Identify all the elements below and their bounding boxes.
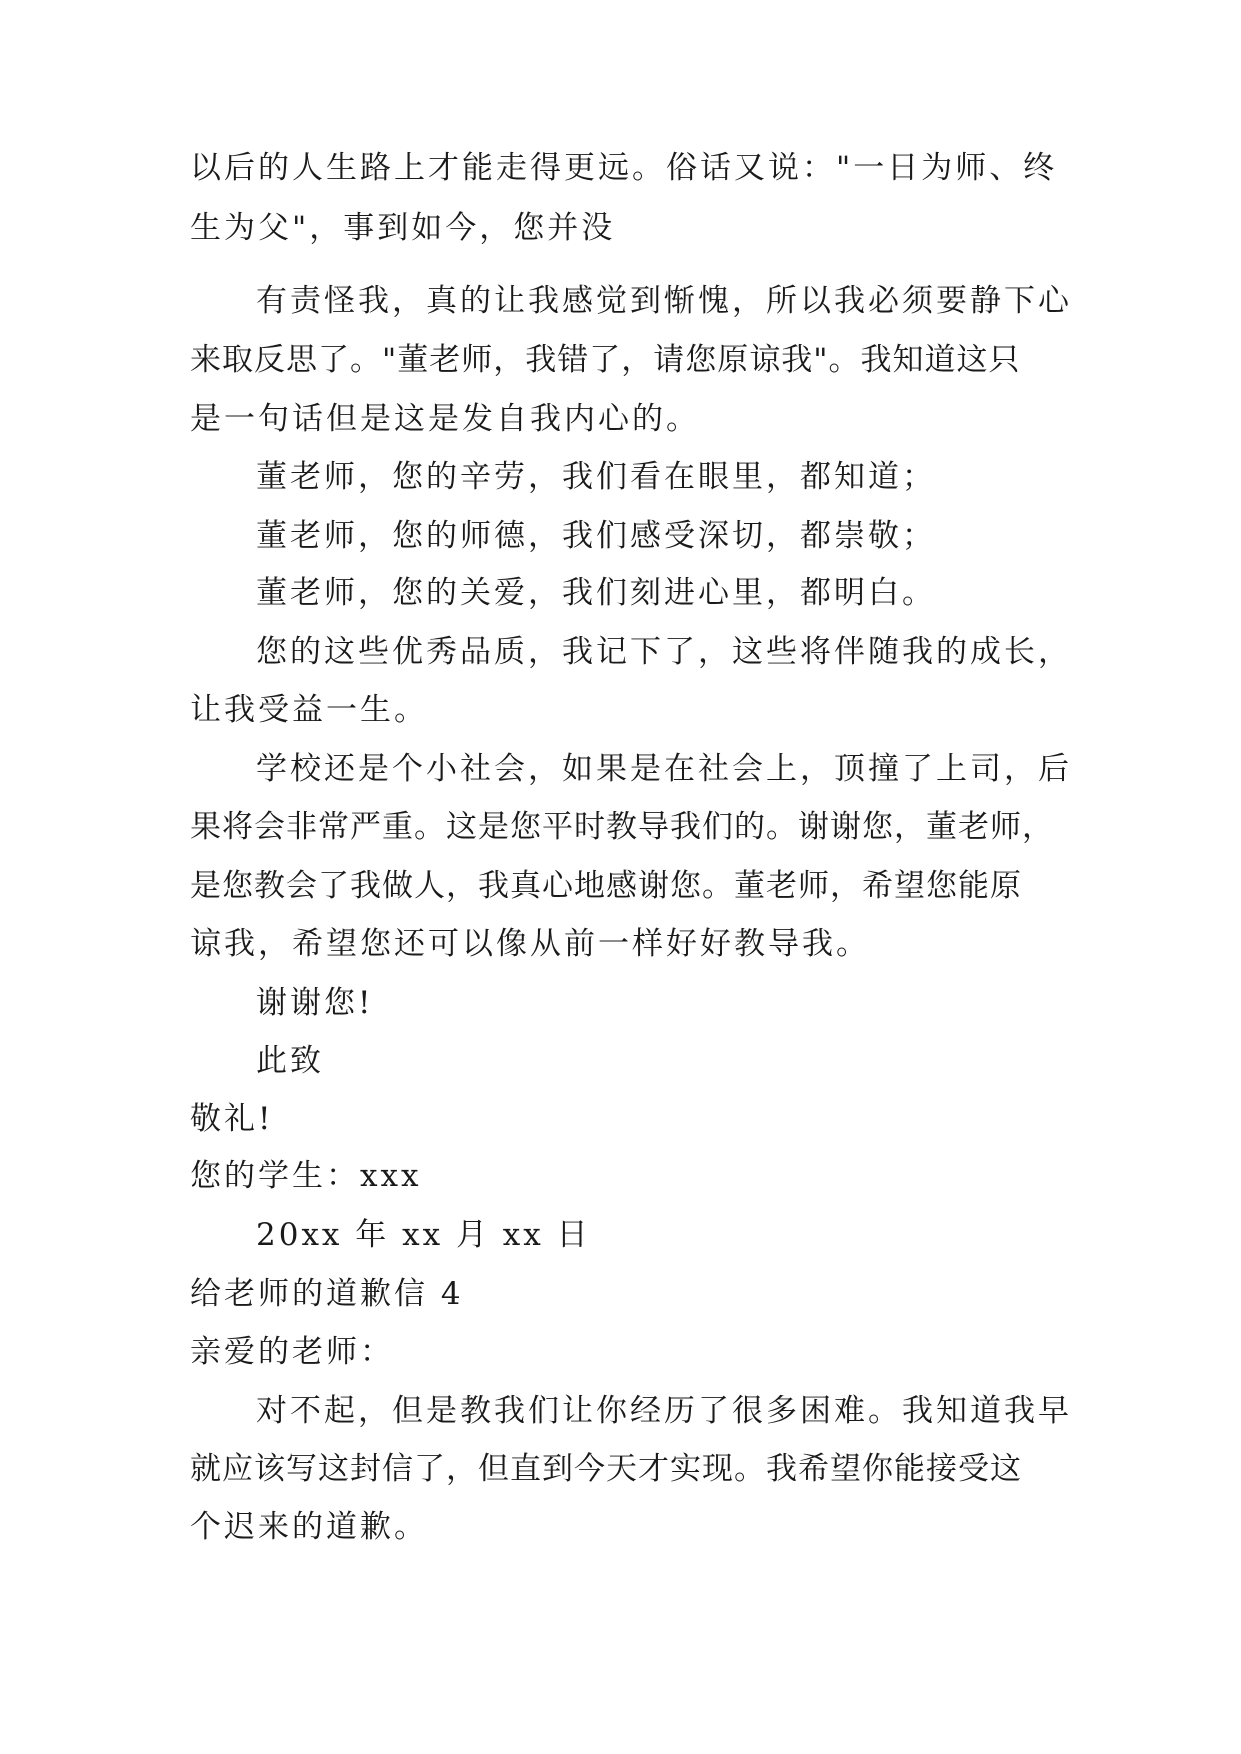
paragraph-line: 果将会非常严重。这是您平时教导我们的。谢谢您，董老师，: [190, 809, 1054, 845]
paragraph-line: 是一句话但是这是发自我内心的。: [190, 401, 700, 437]
date-line: 20xx 年 xx 月 xx 日: [256, 1217, 591, 1253]
paragraph-line: 就应该写这封信了，但直到今天才实现。我希望你能接受这: [190, 1451, 1022, 1487]
closing-respect: 敬礼!: [190, 1101, 274, 1137]
closing-salutation: 此致: [256, 1043, 324, 1079]
paragraph-line: 让我受益一生。: [190, 692, 428, 728]
paragraph-line: 董老师，您的师德，我们感受深切，都崇敬；: [256, 518, 936, 554]
paragraph-line: 董老师，您的辛劳，我们看在眼里，都知道；: [256, 459, 936, 495]
letter-title: 给老师的道歉信 4: [190, 1276, 464, 1312]
paragraph-line: 来取反思了。"董老师，我错了，请您原谅我"。我知道这只: [190, 342, 1021, 378]
paragraph-line: 有责怪我，真的让我感觉到惭愧，所以我必须要静下心: [256, 283, 1072, 319]
paragraph-line: 谅我，希望您还可以像从前一样好好教导我。: [190, 926, 870, 962]
paragraph-line: 是您教会了我做人，我真心地感谢您。董老师，希望您能原: [190, 868, 1022, 904]
paragraph-line: 生为父"，事到如今，您并没: [190, 210, 616, 246]
paragraph-line: 个迟来的道歉。: [190, 1509, 428, 1545]
paragraph-line: 您的这些优秀品质，我记下了，这些将伴随我的成长，: [256, 634, 1072, 670]
paragraph-line: 对不起，但是教我们让你经历了很多困难。我知道我早: [256, 1393, 1072, 1429]
paragraph-line: 学校还是个小社会，如果是在社会上，顶撞了上司，后: [256, 751, 1072, 787]
greeting-line: 亲爱的老师：: [190, 1334, 394, 1370]
paragraph-line: 以后的人生路上才能走得更远。俗话又说："一日为师、终: [190, 150, 1058, 186]
paragraph-line: 董老师，您的关爱，我们刻进心里，都明白。: [256, 575, 936, 611]
signature-line: 您的学生：xxx: [190, 1158, 422, 1194]
thanks-line: 谢谢您!: [256, 985, 374, 1021]
